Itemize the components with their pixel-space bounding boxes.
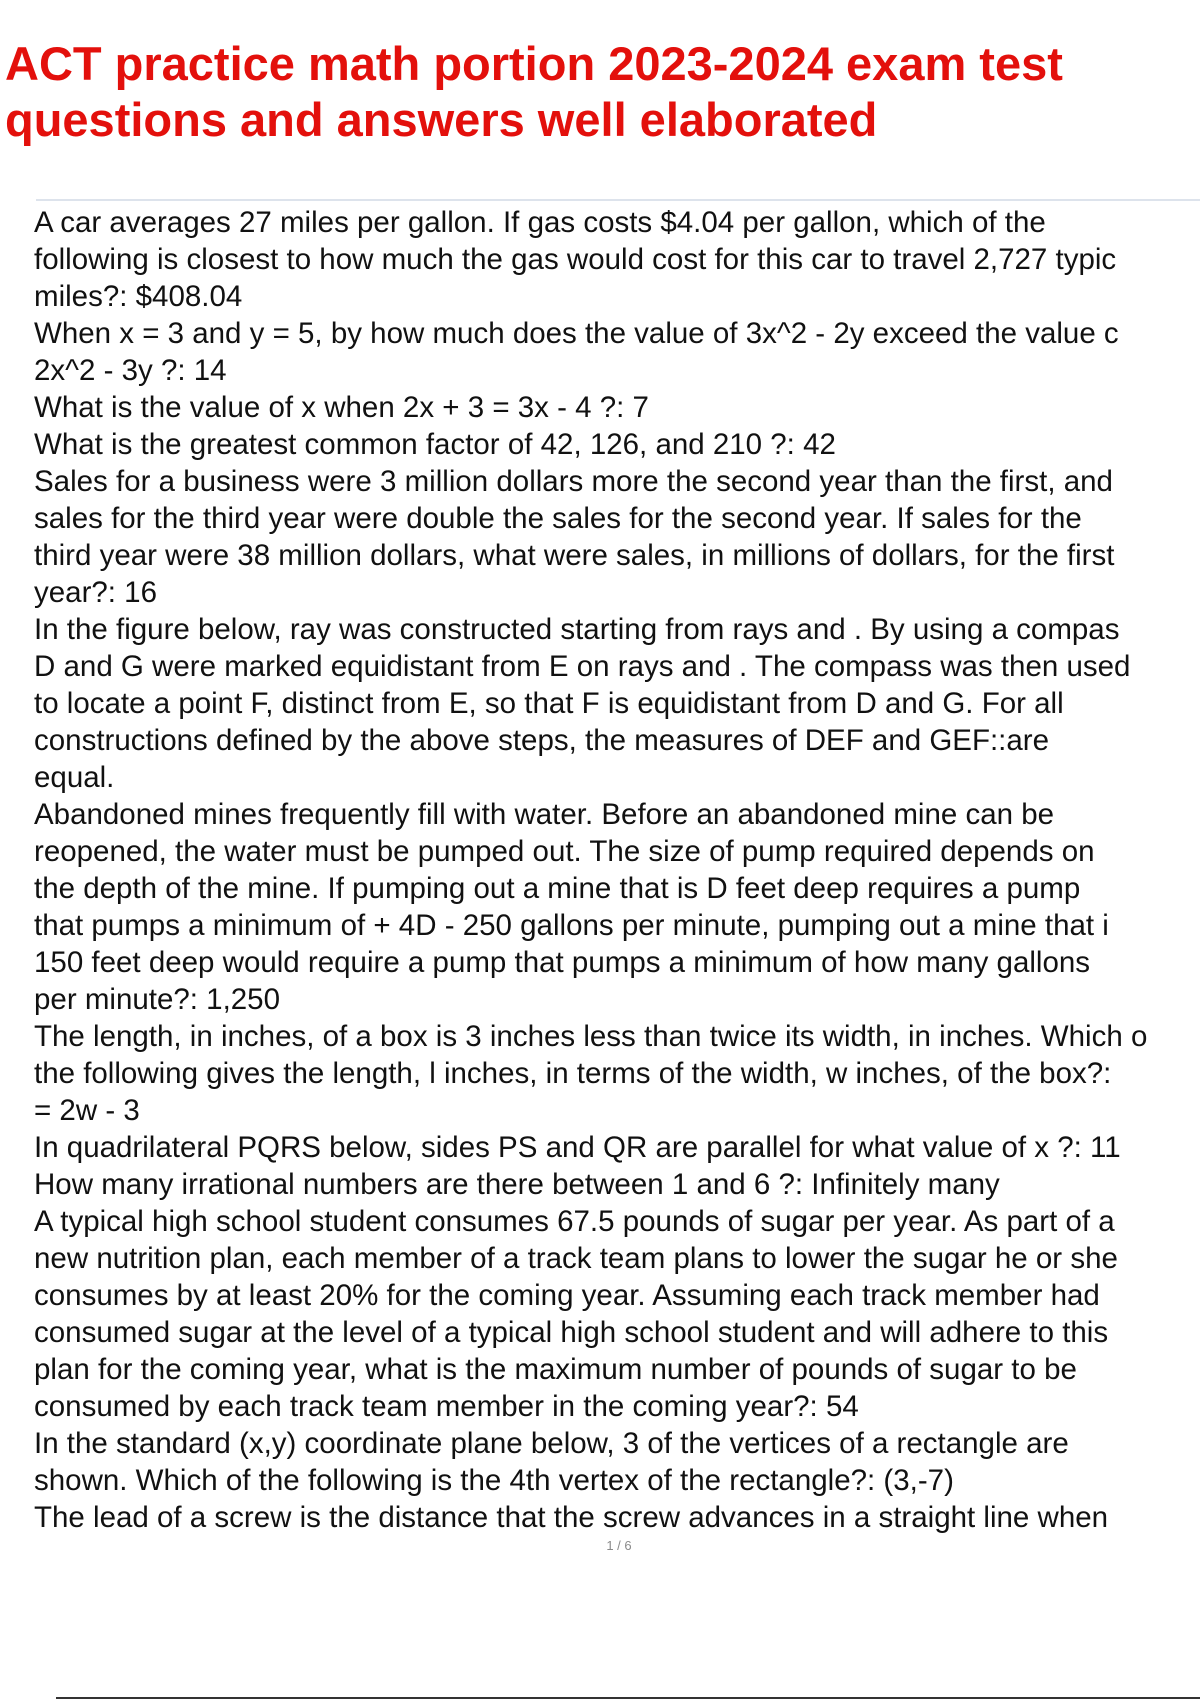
divider bbox=[36, 199, 1200, 201]
title-line-2: questions and answers well elaborated bbox=[5, 93, 878, 146]
text-line: sales for the third year were double the sales for the second year. If sales for the bbox=[34, 502, 1082, 535]
text-line: The lead of a screw is the distance that the screw advances in a straight line when bbox=[34, 1501, 1109, 1534]
text-line: In the figure below, ray was constructed starting from rays and . By using a compas bbox=[34, 613, 1120, 646]
text-line: When x = 3 and y = 5, by how much does the value of 3x^2 - 2y exceed the value c bbox=[34, 317, 1119, 350]
text-line: that pumps a minimum of + 4D - 250 gallons per minute, pumping out a mine that i bbox=[34, 909, 1109, 942]
text-line: In the standard (x,y) coordinate plane below, 3 of the vertices of a rectangle are bbox=[34, 1427, 1069, 1460]
text-line: In quadrilateral PQRS below, sides PS and QR are parallel for what value of x ?: 11 bbox=[34, 1131, 1121, 1164]
text-line: equal. bbox=[34, 761, 115, 794]
page-number: 1 / 6 bbox=[606, 1538, 632, 1553]
text-line: consumes by at least 20% for the coming year. Assuming each track member had bbox=[34, 1279, 1100, 1312]
text-line: The length, in inches, of a box is 3 inches less than twice its width, in inches. Which o bbox=[34, 1020, 1148, 1053]
text-line: new nutrition plan, each member of a track team plans to lower the sugar he or she bbox=[34, 1242, 1118, 1275]
text-line: D and G were marked equidistant from E on rays and . The compass was then used bbox=[34, 650, 1131, 683]
text-line: shown. Which of the following is the 4th vertex of the rectangle?: (3,-7) bbox=[34, 1464, 954, 1497]
document-title bbox=[5, 36, 1195, 148]
question-answer-list bbox=[34, 204, 1200, 1536]
text-line: 2x^2 - 3y ?: 14 bbox=[34, 354, 227, 387]
text-line: consumed by each track team member in the coming year?: 54 bbox=[34, 1390, 859, 1423]
text-line: = 2w - 3 bbox=[34, 1094, 140, 1127]
text-line: the following gives the length, l inches, in terms of the width, w inches, of the box?: bbox=[34, 1057, 1112, 1090]
text-line: A typical high school student consumes 67.5 pounds of sugar per year. As part of a bbox=[34, 1205, 1115, 1238]
page-bottom-divider bbox=[56, 1697, 1200, 1699]
text-line: year?: 16 bbox=[34, 576, 157, 609]
text-line: miles?: $408.04 bbox=[34, 280, 243, 313]
text-line: Abandoned mines frequently fill with water. Before an abandoned mine can be bbox=[34, 798, 1055, 831]
text-line: third year were 38 million dollars, what were sales, in millions of dollars, for the first bbox=[34, 539, 1115, 572]
text-line: plan for the coming year, what is the maximum number of pounds of sugar to be bbox=[34, 1353, 1077, 1386]
text-line: Sales for a business were 3 million dollars more the second year than the first, and bbox=[34, 465, 1113, 498]
title-line-1: ACT practice math portion 2023-2024 exam test bbox=[5, 37, 1063, 90]
text-line: 150 feet deep would require a pump that pumps a minimum of how many gallons bbox=[34, 946, 1091, 979]
text-line: reopened, the water must be pumped out. The size of pump required depends on bbox=[34, 835, 1095, 868]
text-line: What is the value of x when 2x + 3 = 3x - 4 ?: 7 bbox=[34, 391, 649, 424]
text-line: per minute?: 1,250 bbox=[34, 983, 280, 1016]
text-line: the depth of the mine. If pumping out a mine that is D feet deep requires a pump bbox=[34, 872, 1081, 905]
text-line: How many irrational numbers are there between 1 and 6 ?: Infinitely many bbox=[34, 1168, 1000, 1201]
text-line: What is the greatest common factor of 42, 126, and 210 ?: 42 bbox=[34, 428, 836, 461]
text-line: constructions defined by the above steps, the measures of DEF and GEF::are bbox=[34, 724, 1050, 757]
text-line: following is closest to how much the gas would cost for this car to travel 2,727 typic bbox=[34, 243, 1117, 276]
text-line: A car averages 27 miles per gallon. If gas costs $4.04 per gallon, which of the bbox=[34, 206, 1046, 239]
text-line: consumed sugar at the level of a typical high school student and will adhere to this bbox=[34, 1316, 1109, 1349]
text-line: to locate a point F, distinct from E, so that F is equidistant from D and G. For all bbox=[34, 687, 1064, 720]
